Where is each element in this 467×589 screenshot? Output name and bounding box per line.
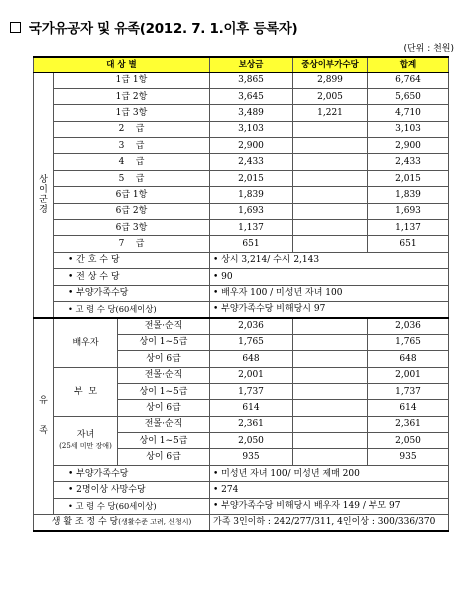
comp-cell: 2,433 bbox=[210, 154, 293, 170]
extra-cell bbox=[293, 220, 368, 236]
total-cell: 6,764 bbox=[368, 72, 449, 88]
comp-cell: 935 bbox=[210, 449, 293, 465]
allowance-label: • 고 령 수 당(60세이상) bbox=[54, 498, 210, 514]
total-cell: 2,001 bbox=[368, 367, 449, 383]
allowance-label: • 부양가족수당 bbox=[54, 465, 210, 481]
extra-cell bbox=[293, 138, 368, 154]
grade-cell: 2 급 bbox=[54, 121, 210, 137]
table-row bbox=[34, 203, 449, 219]
extra-cell bbox=[293, 187, 368, 203]
table-row bbox=[34, 367, 449, 383]
page-title bbox=[10, 18, 297, 36]
children-label bbox=[54, 416, 118, 465]
total-cell: 1,737 bbox=[368, 383, 449, 399]
table-row bbox=[34, 72, 449, 88]
total-cell: 648 bbox=[368, 351, 449, 367]
grade-cell: 6급 3항 bbox=[54, 220, 210, 236]
total-cell: 935 bbox=[368, 449, 449, 465]
extra-cell bbox=[293, 203, 368, 219]
comp-cell: 648 bbox=[210, 351, 293, 367]
header-target: 대 상 별 bbox=[34, 57, 210, 72]
comp-cell: 3,645 bbox=[210, 88, 293, 104]
allowance-row bbox=[34, 252, 449, 268]
grade-cell: 6급 1항 bbox=[54, 187, 210, 203]
comp-cell: 2,001 bbox=[210, 367, 293, 383]
kind-cell: 상이 1~5급 bbox=[118, 433, 210, 449]
comp-cell: 2,050 bbox=[210, 433, 293, 449]
allowance-label: • 고 령 수 당(60세이상) bbox=[54, 301, 210, 317]
children-label-text: 자녀 bbox=[76, 429, 95, 440]
comp-cell: 2,900 bbox=[210, 138, 293, 154]
allowance-label: • 2명이상 사망수당 bbox=[54, 482, 210, 498]
extra-cell bbox=[293, 236, 368, 252]
allowance-label: • 전 상 수 당 bbox=[54, 269, 210, 285]
table-row bbox=[34, 236, 449, 252]
kind-cell: 전몰·순직 bbox=[118, 318, 210, 334]
extra-cell bbox=[293, 318, 368, 334]
allowance-value: • 미성년 자녀 100/ 미성년 제매 200 bbox=[210, 465, 449, 481]
comp-cell: 1,839 bbox=[210, 187, 293, 203]
comp-cell: 1,693 bbox=[210, 203, 293, 219]
table-header-row bbox=[34, 57, 449, 72]
allowance-row bbox=[34, 301, 449, 317]
allowance-value: • 274 bbox=[210, 482, 449, 498]
table-row bbox=[34, 416, 449, 432]
extra-cell bbox=[293, 416, 368, 432]
extra-cell bbox=[293, 433, 368, 449]
total-cell: 2,036 bbox=[368, 318, 449, 334]
livelihood-label-note: (생활수준 고려, 신청시) bbox=[118, 518, 192, 527]
total-cell: 2,015 bbox=[368, 170, 449, 186]
extra-cell bbox=[293, 154, 368, 170]
kind-cell: 상이 6급 bbox=[118, 400, 210, 416]
total-cell: 614 bbox=[368, 400, 449, 416]
livelihood-value: 가족 3인이하 : 242/277/311, 4인이상 : 300/336/370 bbox=[210, 515, 449, 531]
children-label-note: (25세 미만 장애) bbox=[59, 441, 112, 450]
extra-cell: 2,899 bbox=[293, 72, 368, 88]
grade-cell: 1급 2항 bbox=[54, 88, 210, 104]
extra-cell: 2,005 bbox=[293, 88, 368, 104]
extra-cell bbox=[293, 400, 368, 416]
allowance-row bbox=[34, 498, 449, 514]
comp-cell: 2,036 bbox=[210, 318, 293, 334]
total-cell: 1,693 bbox=[368, 203, 449, 219]
compensation-table bbox=[33, 56, 449, 532]
table-row bbox=[34, 88, 449, 104]
header-compensation: 보상금 bbox=[210, 57, 293, 72]
grade-cell: 7 급 bbox=[54, 236, 210, 252]
extra-cell bbox=[293, 351, 368, 367]
total-cell: 1,765 bbox=[368, 334, 449, 350]
allowance-value: • 부양가족수당 비해당시 97 bbox=[210, 301, 449, 317]
livelihood-row bbox=[34, 515, 449, 531]
comp-cell: 651 bbox=[210, 236, 293, 252]
extra-cell: 1,221 bbox=[293, 105, 368, 121]
total-cell: 2,433 bbox=[368, 154, 449, 170]
unit-note: (단위 : 천원) bbox=[403, 44, 454, 54]
comp-cell: 2,015 bbox=[210, 170, 293, 186]
allowance-value: • 배우자 100 / 미성년 자녀 100 bbox=[210, 285, 449, 301]
kind-cell: 상이 1~5급 bbox=[118, 383, 210, 399]
allowance-value: • 90 bbox=[210, 269, 449, 285]
kind-cell: 상이 6급 bbox=[118, 449, 210, 465]
table-row bbox=[34, 105, 449, 121]
total-cell: 4,710 bbox=[368, 105, 449, 121]
header-total: 합계 bbox=[368, 57, 449, 72]
livelihood-label bbox=[34, 515, 210, 531]
table-row bbox=[34, 187, 449, 203]
table-row bbox=[34, 138, 449, 154]
kind-cell: 전몰·순직 bbox=[118, 367, 210, 383]
total-cell: 1,137 bbox=[368, 220, 449, 236]
allowance-row bbox=[34, 482, 449, 498]
extra-cell bbox=[293, 449, 368, 465]
table-row bbox=[34, 318, 449, 334]
total-cell: 3,103 bbox=[368, 121, 449, 137]
allowance-label: • 부양가족수당 bbox=[54, 285, 210, 301]
spouse-label: 배우자 bbox=[54, 318, 118, 367]
livelihood-label-text: 생 활 조 정 수 당 bbox=[51, 517, 119, 528]
grade-cell: 4 급 bbox=[54, 154, 210, 170]
parents-label: 부 모 bbox=[54, 367, 118, 416]
extra-cell bbox=[293, 170, 368, 186]
grade-cell: 6급 2항 bbox=[54, 203, 210, 219]
kind-cell: 상이 6급 bbox=[118, 351, 210, 367]
extra-cell bbox=[293, 121, 368, 137]
comp-cell: 1,137 bbox=[210, 220, 293, 236]
grade-cell: 3 급 bbox=[54, 138, 210, 154]
comp-cell: 3,103 bbox=[210, 121, 293, 137]
allowance-value: • 부양가족수당 비해당시 배우자 149 / 부모 97 bbox=[210, 498, 449, 514]
group-label-wounded: 상 이 군 경 bbox=[34, 72, 54, 318]
allowance-row bbox=[34, 269, 449, 285]
checkbox-square-icon bbox=[10, 22, 21, 33]
comp-cell: 3,489 bbox=[210, 105, 293, 121]
total-cell: 2,900 bbox=[368, 138, 449, 154]
extra-cell bbox=[293, 383, 368, 399]
title-text: 국가유공자 및 유족(2012. 7. 1.이후 등록자) bbox=[29, 21, 298, 37]
total-cell: 5,650 bbox=[368, 88, 449, 104]
group-label-bereaved: 유 족 bbox=[34, 318, 54, 515]
table-row bbox=[34, 220, 449, 236]
table-row bbox=[34, 121, 449, 137]
allowance-row bbox=[34, 285, 449, 301]
comp-cell: 3,865 bbox=[210, 72, 293, 88]
total-cell: 1,839 bbox=[368, 187, 449, 203]
comp-cell: 2,361 bbox=[210, 416, 293, 432]
table-row bbox=[34, 154, 449, 170]
kind-cell: 상이 1~5급 bbox=[118, 334, 210, 350]
kind-cell: 전몰·순직 bbox=[118, 416, 210, 432]
table-row bbox=[34, 170, 449, 186]
total-cell: 651 bbox=[368, 236, 449, 252]
grade-cell: 1급 1항 bbox=[54, 72, 210, 88]
grade-cell: 1급 3항 bbox=[54, 105, 210, 121]
comp-cell: 614 bbox=[210, 400, 293, 416]
allowance-value: • 상시 3,214/ 수시 2,143 bbox=[210, 252, 449, 268]
total-cell: 2,050 bbox=[368, 433, 449, 449]
grade-cell: 5 급 bbox=[54, 170, 210, 186]
allowance-row bbox=[34, 465, 449, 481]
allowance-label: • 간 호 수 당 bbox=[54, 252, 210, 268]
total-cell: 2,361 bbox=[368, 416, 449, 432]
extra-cell bbox=[293, 334, 368, 350]
extra-cell bbox=[293, 367, 368, 383]
comp-cell: 1,737 bbox=[210, 383, 293, 399]
header-injury-allowance: 중상이부가수당 bbox=[293, 57, 368, 72]
comp-cell: 1,765 bbox=[210, 334, 293, 350]
